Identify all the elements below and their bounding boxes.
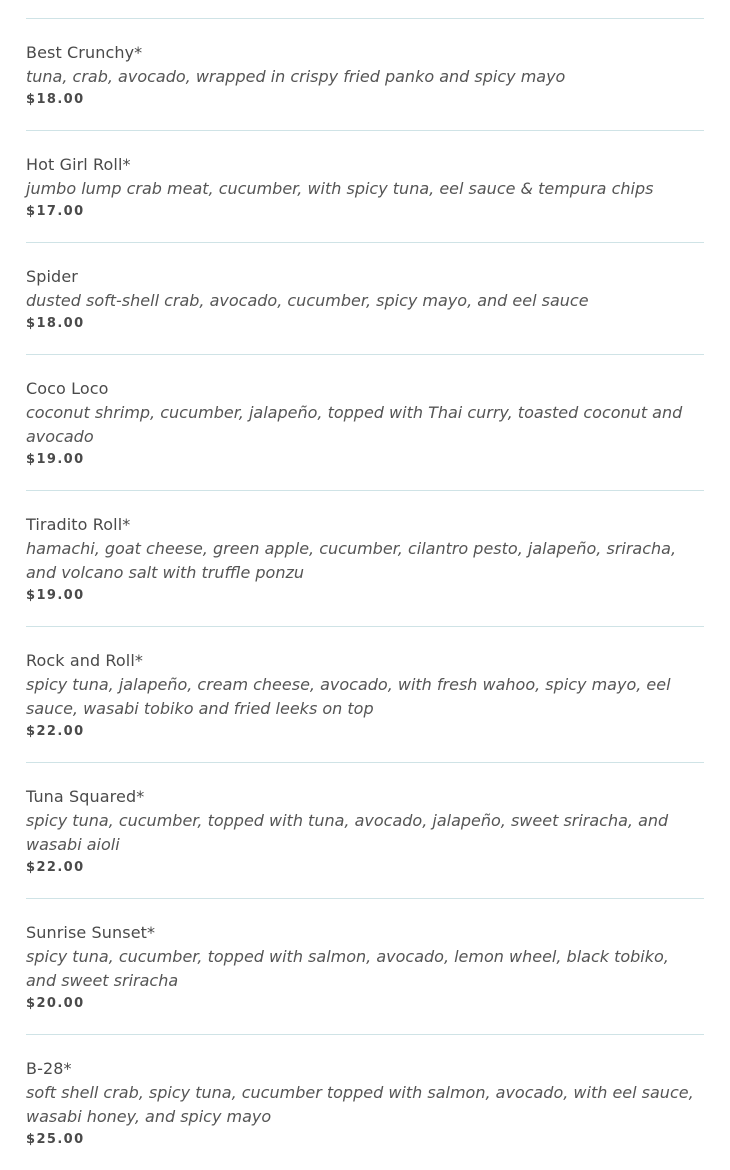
menu-list (26, 0, 704, 1170)
menu-item (26, 1035, 704, 1170)
menu-item-price: $17.00 (26, 204, 85, 219)
menu-item-name: Best Crunchy* (26, 43, 143, 62)
menu-item-description: tuna, crab, avocado, wrapped in crispy fried panko and spicy mayo (26, 67, 566, 86)
menu-item-description: hamachi, goat cheese, green apple, cucumber, cilantro pesto, jalapeño, sriracha, and volcano salt with truffle ponzu (26, 539, 677, 582)
menu-item-description: spicy tuna, cucumber, topped with tuna, avocado, jalapeño, sweet sriracha, and wasabi aioli (26, 811, 669, 854)
menu-item (26, 491, 704, 627)
menu-item (26, 899, 704, 1035)
menu-item (26, 19, 704, 131)
menu-item-name: B-28* (26, 1059, 72, 1078)
menu-item-price: $22.00 (26, 860, 85, 875)
menu-item-name: Rock and Roll* (26, 651, 144, 670)
menu-item-name: Coco Loco (26, 379, 109, 398)
menu-item-description: dusted soft-shell crab, avocado, cucumber, spicy mayo, and eel sauce (26, 291, 589, 310)
menu-item-name: Sunrise Sunset* (26, 923, 156, 942)
top-divider (26, 0, 704, 19)
menu-item-price: $19.00 (26, 588, 85, 603)
menu-item (26, 243, 704, 355)
menu-item-price: $18.00 (26, 316, 85, 331)
menu-item-description: soft shell crab, spicy tuna, cucumber topped with salmon, avocado, with eel sauce, wasabi honey, and spicy mayo (26, 1083, 694, 1126)
menu-item (26, 355, 704, 491)
menu-item (26, 763, 704, 899)
menu-item (26, 627, 704, 763)
menu-item-description: coconut shrimp, cucumber, jalapeño, topped with Thai curry, toasted coconut and avocado (26, 403, 683, 446)
menu-item-price: $25.00 (26, 1132, 85, 1147)
menu-item (26, 131, 704, 243)
menu-item-description: spicy tuna, cucumber, topped with salmon, avocado, lemon wheel, black tobiko, and sweet sriracha (26, 947, 669, 990)
menu-item-price: $20.00 (26, 996, 85, 1011)
menu-item-name: Spider (26, 267, 78, 286)
menu-item-name: Tuna Squared* (26, 787, 145, 806)
menu-item-description: jumbo lump crab meat, cucumber, with spicy tuna, eel sauce & tempura chips (26, 179, 654, 198)
menu-item-price: $22.00 (26, 724, 85, 739)
menu-item-price: $19.00 (26, 452, 85, 467)
menu-item-name: Tiradito Roll* (26, 515, 131, 534)
menu-item-price: $18.00 (26, 92, 85, 107)
menu-item-description: spicy tuna, jalapeño, cream cheese, avocado, with fresh wahoo, spicy mayo, eel sauce, wasabi tobiko and fried leeks on top (26, 675, 671, 718)
menu-item-name: Hot Girl Roll* (26, 155, 131, 174)
